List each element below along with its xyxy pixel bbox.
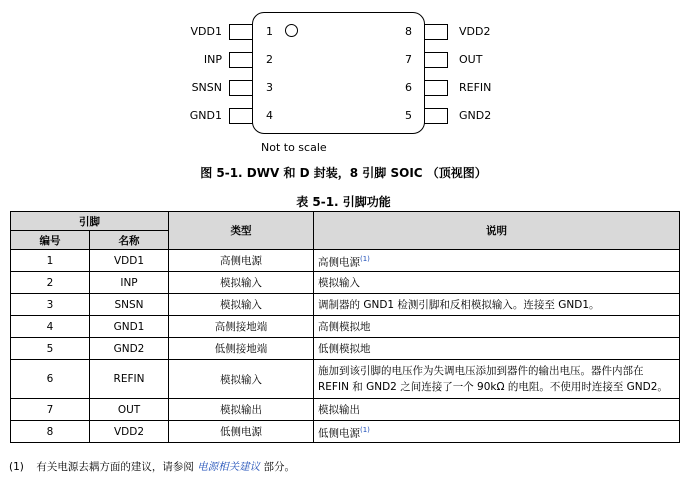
- pin-number-cell: 2: [11, 272, 90, 294]
- pin-type-cell: 模拟输入: [169, 272, 314, 294]
- header-description: 说明: [314, 212, 680, 250]
- pin-description-cell: 模拟输入: [314, 272, 680, 294]
- footnote-text-end: 部分。: [263, 461, 296, 473]
- pin-type-cell: 低侧电源: [169, 421, 314, 443]
- pin-number-5: 5: [405, 109, 412, 122]
- pin-type-cell: 高侧接地端: [169, 316, 314, 338]
- table-footnote: [9, 459, 295, 474]
- not-to-scale-note: Not to scale: [261, 141, 327, 154]
- table-row: [11, 250, 680, 272]
- table-row: [11, 272, 680, 294]
- description-text: 高侧电源: [318, 256, 360, 269]
- pin-name-7: OUT: [459, 53, 483, 66]
- pin-description-cell: 施加到该引脚的电压作为失调电压添加到器件的输出电压。器件内部在 REFIN 和 GND2 之间连接了一个 90kΩ 的电阻。不使用时连接至 GND2。: [314, 360, 680, 399]
- pin-stub-4: [229, 108, 253, 124]
- pin-stub-8: [424, 24, 448, 40]
- pin-number-1: 1: [266, 25, 273, 38]
- pin-number-2: 2: [266, 53, 273, 66]
- pin1-indicator-icon: [285, 24, 298, 37]
- pin-number-8: 8: [405, 25, 412, 38]
- pin-name-3: SNSN: [191, 81, 222, 94]
- pin-stub-2: [229, 52, 253, 68]
- pin-name-cell: GND2: [90, 338, 169, 360]
- table-row: [11, 316, 680, 338]
- pin-type-cell: 模拟输入: [169, 360, 314, 399]
- pin-description-cell: 高侧模拟地: [314, 316, 680, 338]
- table-row: [11, 421, 680, 443]
- pin-stub-5: [424, 108, 448, 124]
- ic-package-body: [252, 12, 425, 134]
- pin-number-cell: 5: [11, 338, 90, 360]
- pin-number-7: 7: [405, 53, 412, 66]
- footnote-text: 有关电源去耦方面的建议，请参阅: [36, 461, 194, 473]
- table-title: 表 5-1. 引脚功能: [296, 195, 391, 209]
- pin-stub-7: [424, 52, 448, 68]
- pin-stub-6: [424, 80, 448, 96]
- pin-number-cell: 3: [11, 294, 90, 316]
- pin-name-cell: INP: [90, 272, 169, 294]
- pin-type-cell: 高侧电源: [169, 250, 314, 272]
- pin-name-cell: REFIN: [90, 360, 169, 399]
- pin-type-cell: 模拟输入: [169, 294, 314, 316]
- pin-name-cell: OUT: [90, 399, 169, 421]
- header-number: 编号: [11, 231, 90, 250]
- pin-number-3: 3: [266, 81, 273, 94]
- table-row: [11, 360, 680, 399]
- header-pin-group: 引脚: [11, 212, 169, 231]
- pin-number-cell: 4: [11, 316, 90, 338]
- pin-name-5: GND2: [459, 109, 492, 122]
- table-row: [11, 294, 680, 316]
- pin-description-cell: [314, 421, 680, 443]
- pin-number-4: 4: [266, 109, 273, 122]
- power-supply-recommendations-link[interactable]: 电源相关建议: [197, 461, 261, 473]
- pin-number-6: 6: [405, 81, 412, 94]
- header-name: 名称: [90, 231, 169, 250]
- description-text: 低侧电源: [318, 427, 360, 440]
- table-row: [11, 338, 680, 360]
- pin-name-cell: VDD1: [90, 250, 169, 272]
- pin-function-table: [10, 211, 680, 443]
- pin-type-cell: 低侧接地端: [169, 338, 314, 360]
- pin-name-cell: VDD2: [90, 421, 169, 443]
- pin-number-cell: 1: [11, 250, 90, 272]
- pin-description-cell: 低侧模拟地: [314, 338, 680, 360]
- pin-name-4: GND1: [189, 109, 222, 122]
- pin-number-cell: 8: [11, 421, 90, 443]
- pin-name-1: VDD1: [190, 25, 222, 38]
- footnote-number: (1): [9, 461, 24, 473]
- pin-stub-3: [229, 80, 253, 96]
- pin-name-6: REFIN: [459, 81, 492, 94]
- footnote-ref-link[interactable]: (1): [360, 254, 370, 263]
- pin-description-cell: [314, 250, 680, 272]
- pin-number-cell: 7: [11, 399, 90, 421]
- pin-description-cell: 模拟输出: [314, 399, 680, 421]
- pin-stub-1: [229, 24, 253, 40]
- figure-caption: 图 5-1. DWV 和 D 封装，8 引脚 SOIC （顶视图）: [200, 166, 487, 180]
- header-type: 类型: [169, 212, 314, 250]
- footnote-ref-link[interactable]: (1): [360, 425, 370, 434]
- pin-name-cell: SNSN: [90, 294, 169, 316]
- pin-name-8: VDD2: [459, 25, 491, 38]
- pin-number-cell: 6: [11, 360, 90, 399]
- pin-name-cell: GND1: [90, 316, 169, 338]
- pin-description-cell: 调制器的 GND1 检测引脚和反相模拟输入。连接至 GND1。: [314, 294, 680, 316]
- table-row: [11, 399, 680, 421]
- pin-type-cell: 模拟输出: [169, 399, 314, 421]
- pin-name-2: INP: [203, 53, 222, 66]
